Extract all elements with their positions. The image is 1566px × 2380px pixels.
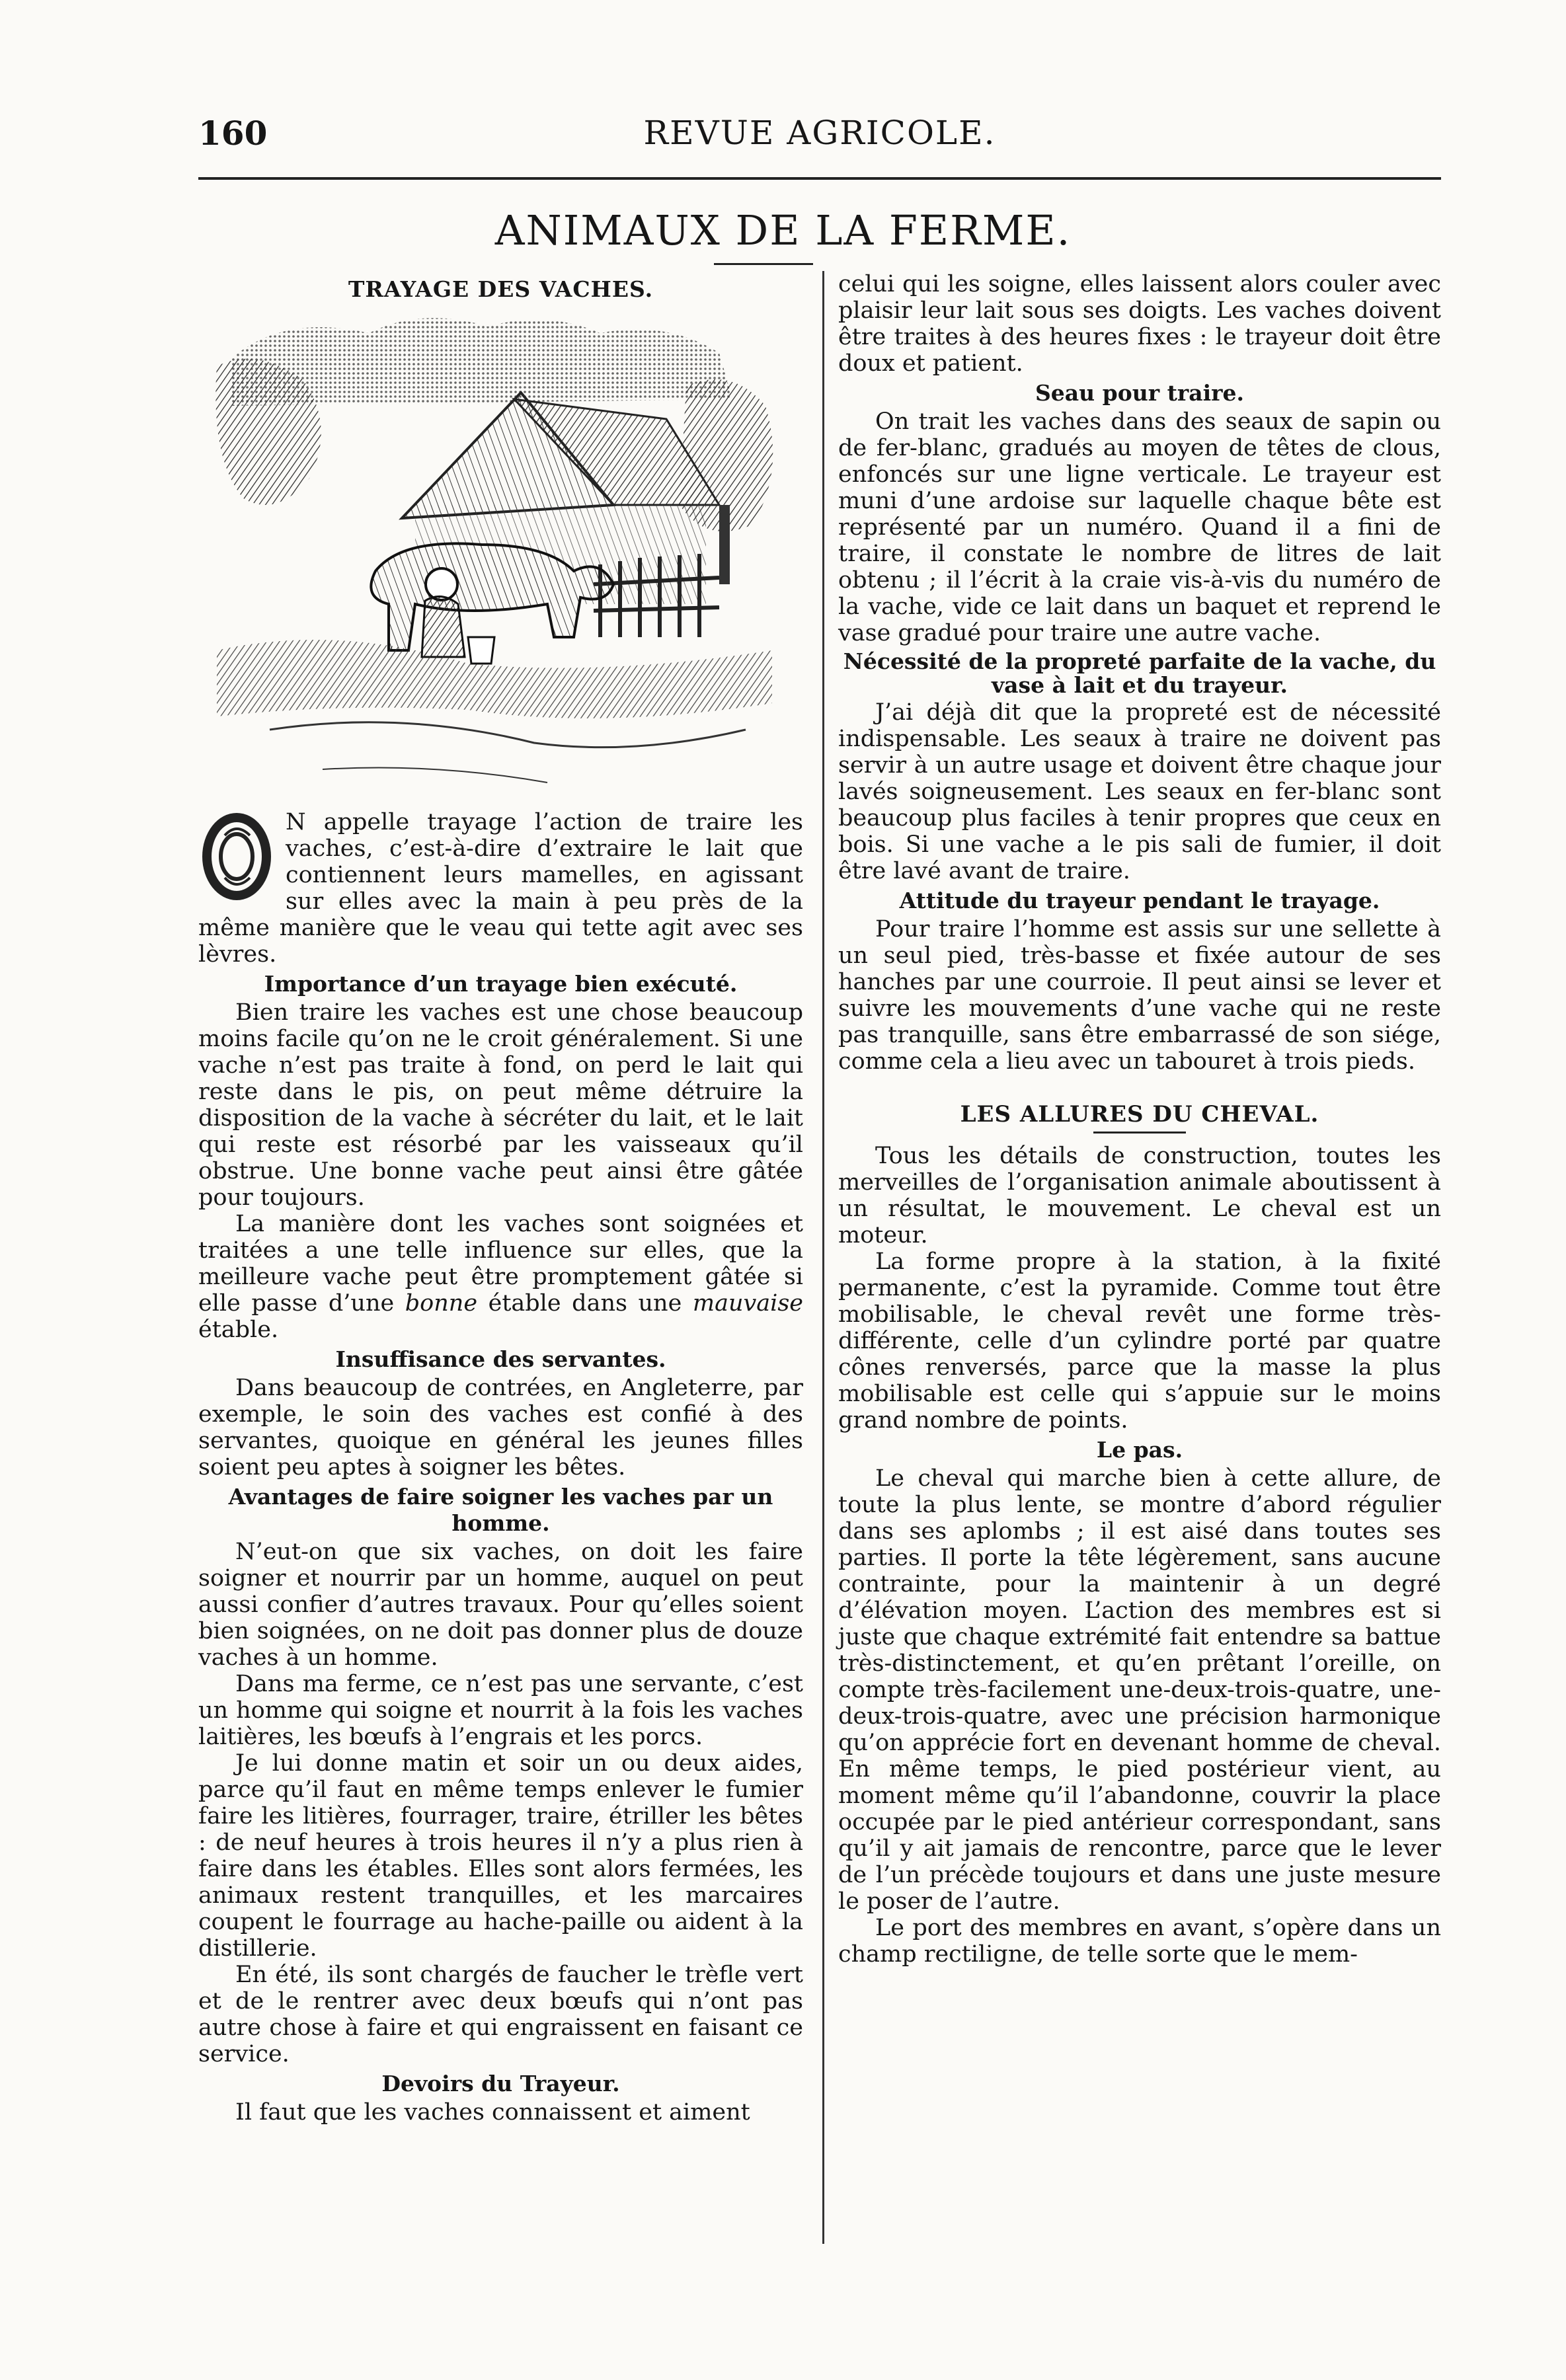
paragraph-devoirs: Il faut que les vaches connaissent et aiment — [235, 2099, 750, 2126]
paragraph-devoirs-continued: celui qui les soigne, elles laissent alors couler avec plaisir leur lait sous ses doigts. Les vaches doivent être traites à des heures fixes : le trayeur doit être doux et patient. — [838, 271, 1441, 377]
page-header — [198, 114, 1441, 160]
paragraph-allures-1: Tous les détails de construction, toutes les merveilles de l’organisation animale aboutissent à un résultat, le mouvement. Le cheval est un moteur. — [838, 1143, 1441, 1248]
paragraph-allures-2: La forme propre à la station, à la fixité permanente, c’est la pyramide. Comme tout être mobilisable, le cheval revêt une forme très-différente, celle d’un cylindre porté par quatre cônes renversés, parce que la masse la plus mobilisable est celle qui s’appuie sur le moins grand nombre de points. — [838, 1248, 1441, 1434]
paragraph-necessite: J’ai déjà dit que la propreté est de nécessité indispensable. Les seaux à traire ne doivent pas servir à un autre usage et doivent être chaque jour lavés soigneusement. Les seaux en fer-blanc sont beaucoup plus faciles à tenir propres que ceux en bois. Si une vache a le pis sali de fumier, il doit être lavé avant de traire. — [838, 699, 1441, 884]
running-title: REVUE AGRICOLE. — [643, 114, 996, 152]
heading-allures: LES ALLURES DU CHEVAL. — [960, 1101, 1319, 1128]
ornamental-initial-o-icon — [198, 809, 278, 908]
paragraph-importance-1: Bien traire les vaches est une chose beaucoup moins facile qu’on ne le croit généralement. Si une vache n’est pas traite à fond, on perd le lait qui reste dans le pis, on peut même détruire la disposition de la vache à sécréter du lait, et le lait qui reste est résorbé par les vaisseaux qu’il obstrue. Une bonne vache peut ainsi être gâtée pour toujours. — [198, 999, 803, 1211]
intro-text: N appelle trayage l’action de traire les vaches, c’est-à-dire d’extraire le lait que contiennent leurs mamelles, en agissant sur elles avec la main à peu près de la même manière que le veau qui tette agit avec ses lèvres. — [198, 809, 803, 968]
paragraph-avantages-1: N’eut-on que six vaches, on doit les faire soigner et nourrir par un homme, auquel on peut aussi confier d’autres travaux. Pour qu’elles soient bien soignées, on ne doit pas donner plus de douze vaches à un homme. — [198, 1539, 803, 1671]
paragraph-seau: On trait les vaches dans des seaux de sapin ou de fer-blanc, gradués au moyen de têtes de clous, enfoncés sur une ligne verticale. Le trayeur est muni d’une ardoise sur laquelle chaque bête est représenté par un numéro. Quand il a fini de traire, il constate le nombre de litres de lait obtenu ; il l’écrit à la craie vis-à-vis du numéro de la vache, vide ce lait dans un baquet et reprend le vase gradué pour traire une autre vache. — [838, 408, 1441, 646]
paragraph-attitude: Pour traire l’homme est assis sur une sellette à un seul pied, très-basse et fixée autour de ses hanches par une courroie. Il peut ainsi se lever et suivre les mouvements d’une vache qui ne reste pas tranquille, sans être embarrassé de son siége, comme cela a lieu avec un tabouret à trois pieds. — [838, 916, 1441, 1075]
heading-necessite: Nécessité de la propreté parfaite de la vache, du vase à lait et du trayeur. — [843, 648, 1436, 698]
heading-pas: Le pas. — [1096, 1437, 1183, 1463]
paragraph-importance-2: La manière dont les vaches sont soignées et traitées a une telle influence sur elles, que la meilleure vache peut être promptement gâtée si elle passe d’une bonne étable dans une mauvaise étable. — [198, 1211, 803, 1343]
paragraph-avantages-2: Dans ma ferme, ce n’est pas une servante, c’est un homme qui soigne et nourrit à la fois les vaches laitières, les bœufs à l’engrais et les porcs. — [198, 1671, 803, 1750]
heading-avantages: Avantages de faire soigner les vaches par un homme. — [228, 1484, 773, 1536]
intro-paragraph — [198, 809, 803, 968]
right-column — [838, 271, 1441, 1968]
allures-rule — [1093, 1132, 1186, 1133]
section-title: ANIMAUX DE LA FERME. — [494, 206, 1072, 254]
illustration-caption: TRAYAGE DES VACHES. — [348, 276, 654, 302]
heading-attitude: Attitude du trayeur pendant le trayage. — [899, 888, 1380, 913]
header-rule — [198, 177, 1441, 180]
paragraph-avantages-3: Je lui donne matin et soir un ou deux aides, parce qu’il faut en même temps enlever le fumier faire les litières, fourrager, traire, étriller les bêtes : de neuf heures à trois heures il n’y a plus rien à faire dans les étables. Elles sont alors fermées, les animaux restent tranquilles, et les marcaires coupent le fourrage au hache-paille ou aident à la distillerie. — [198, 1750, 803, 1962]
title-rule — [714, 263, 813, 265]
paragraph-pas-1: Le cheval qui marche bien à cette allure, de toute la plus lente, se montre d’abord régulier dans ses aplombs ; il est aisé dans toutes ses parties. Il porte la tête légèrement, sans aucune contrainte, pour la maintenir à un degré d’élévation moyen. L’action des membres est si juste que chaque extrémité fait entendre sa battue très-distinctement, et qu’en prêtant l’oreille, on compte très-facilement une-deux-trois-quatre, une-deux-trois-quatre, avec une précision harmonique qu’on apprécie fort en devenant homme de cheval. En même temps, le pied postérieur vient, au moment même qu’il l’abandonne, couvrir la place occupée par le pied antérieur correspondant, sans qu’il y ait jamais de rencontre, parce que le lever de l’un précède toujours et dans une juste mesure le poser de l’autre. — [838, 1465, 1441, 1915]
page-number: 160 — [198, 114, 268, 153]
heading-servantes: Insuffisance des servantes. — [335, 1346, 666, 1372]
left-column — [198, 270, 803, 2126]
paragraph-servantes: Dans beaucoup de contrées, en Angleterre, par exemple, le soin des vaches est confié à des servantes, quoique en général les jeunes filles soient peu aptes à soigner les bêtes. — [198, 1375, 803, 1480]
paragraph-avantages-4: En été, ils sont chargés de faucher le trèfle vert et de le rentrer avec deux bœufs qui n’ont pas autre chose à faire et qui engraissent en faisant ce service. — [198, 1962, 803, 2067]
column-divider — [822, 271, 824, 2244]
paragraph-pas-2: Le port des membres en avant, s’opère dans un champ rectiligne, de telle sorte que le mem- — [838, 1915, 1441, 1968]
heading-devoirs: Devoirs du Trayeur. — [381, 2071, 620, 2096]
heading-importance: Importance d’un trayage bien exécuté. — [264, 971, 738, 997]
heading-seau: Seau pour traire. — [1035, 380, 1245, 406]
milking-illustration — [204, 307, 799, 809]
